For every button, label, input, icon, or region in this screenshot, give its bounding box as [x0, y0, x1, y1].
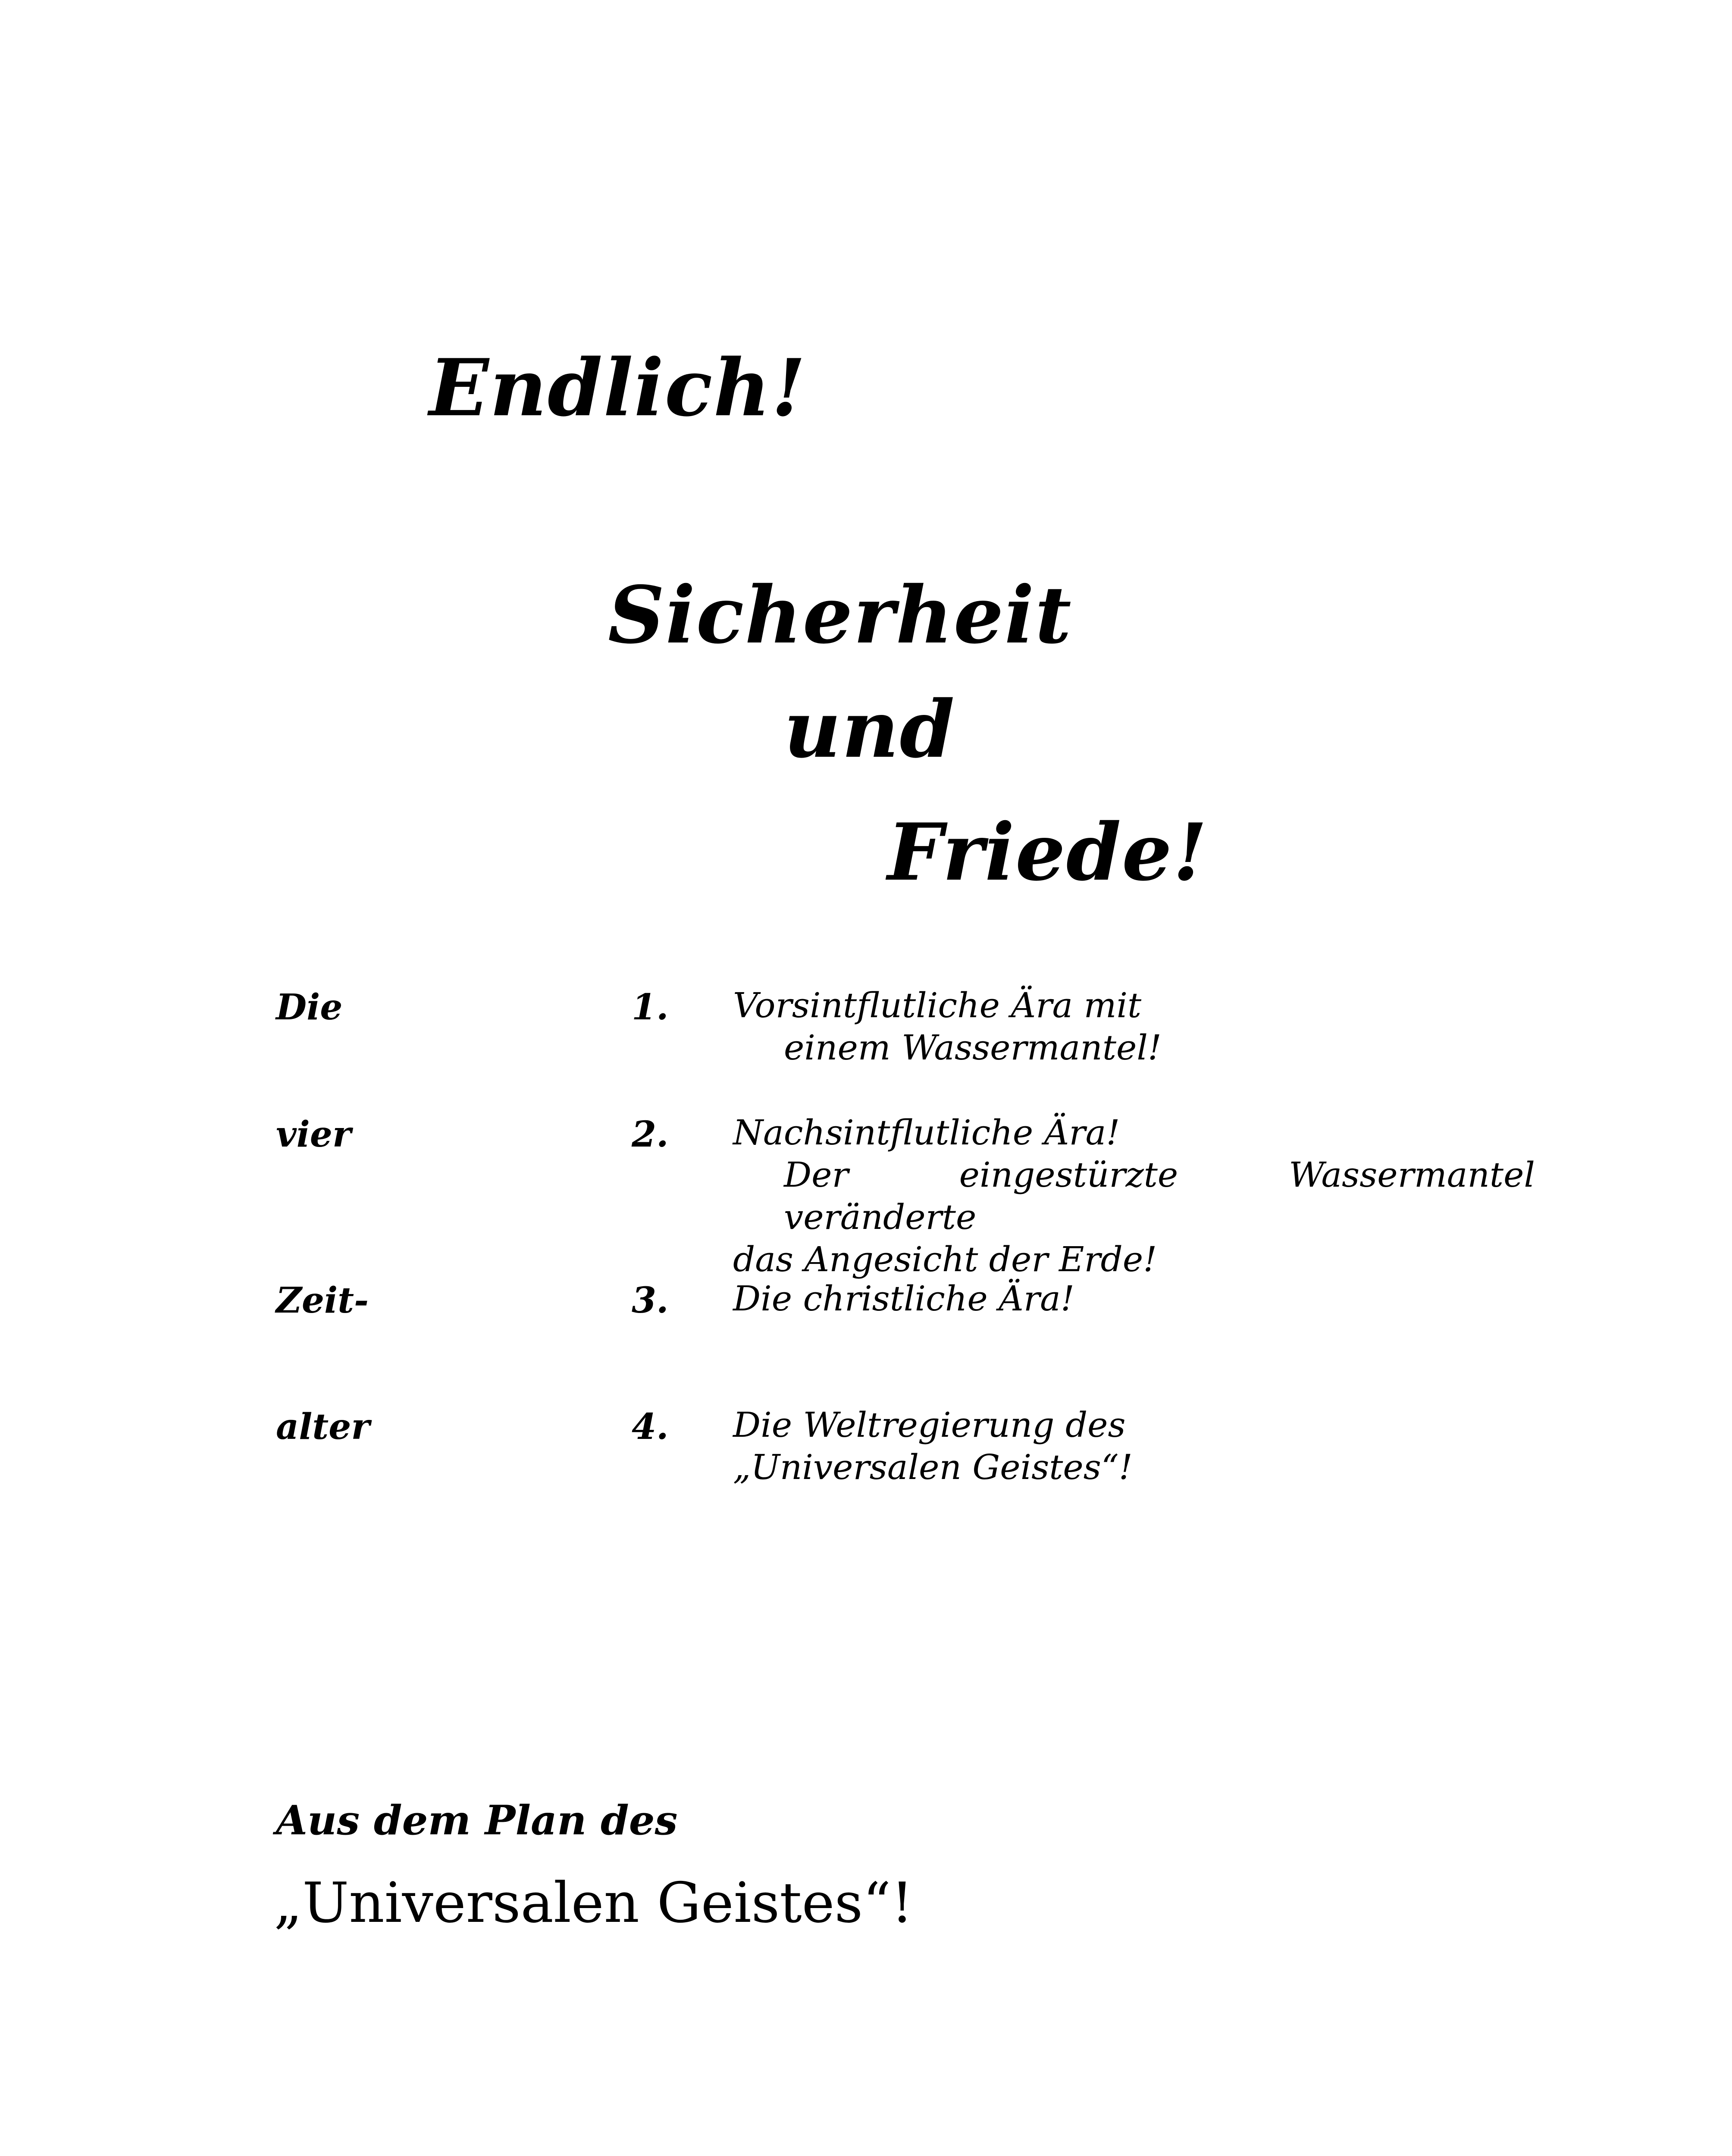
era-line: Vorsintflutliche Ära mit: [733, 985, 1142, 1025]
heading-und: und: [784, 683, 955, 775]
era-number: 4.: [632, 1406, 669, 1448]
era-word: Zeit-: [276, 1280, 369, 1321]
era-description: [733, 1278, 1535, 1320]
era-number: 2.: [632, 1114, 669, 1155]
era-description: [733, 1112, 1535, 1281]
era-line: Nachsintflutliche Ära!: [733, 1112, 1120, 1153]
era-line: „Universalen Geistes“!: [733, 1447, 1133, 1487]
era-description: [733, 984, 1535, 1069]
era-number: 1.: [632, 987, 669, 1028]
footer-label: Aus dem Plan des: [276, 1797, 678, 1844]
era-line: Die christliche Ära!: [733, 1279, 1074, 1319]
era-description: [733, 1404, 1535, 1489]
heading-endlich: Endlich!: [429, 342, 807, 434]
era-word: alter: [276, 1406, 370, 1448]
era-line: Der eingestürzte Wassermantel veränderte: [784, 1155, 1535, 1237]
footer-title: „Universalen Geistes“!: [274, 1871, 913, 1935]
era-line: das Angesicht der Erde!: [733, 1239, 1157, 1279]
era-line: Die Weltregierung des: [733, 1405, 1126, 1445]
heading-friede: Friede!: [887, 806, 1208, 898]
era-number: 3.: [632, 1280, 669, 1321]
era-word: Die: [276, 987, 343, 1028]
era-line: einem Wassermantel!: [784, 1028, 1162, 1068]
era-word: vier: [276, 1114, 351, 1155]
heading-sicherheit: Sicherheit: [608, 569, 1072, 661]
